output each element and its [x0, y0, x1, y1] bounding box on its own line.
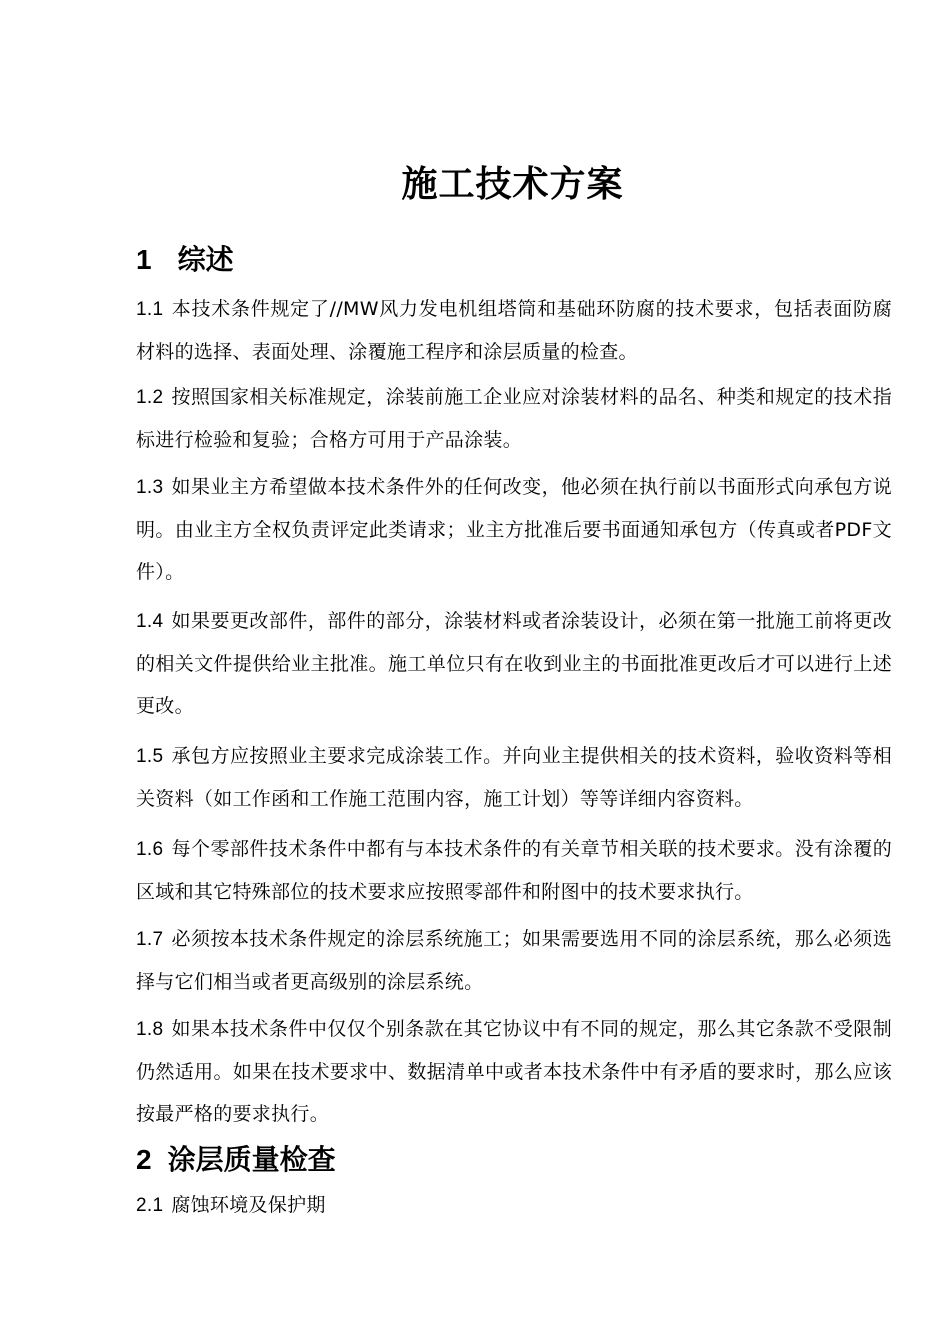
section-title: 综述 — [177, 243, 234, 276]
section-number: 2 — [136, 1144, 152, 1175]
clause-number: 1.1 — [136, 299, 164, 320]
clause-text: 按照国家相关标准规定，涂装前施工企业应对涂装材料的品名、种类和规定的技术指标进行检验和复验；合格方可用于产品涂装。 — [136, 386, 892, 451]
clause-text: 本技术条件规定了//MW风力发电机组塔筒和基础环防腐的技术要求，包括表面防腐材料的选择、表面处理、涂覆施工程序和涂层质量的检查。 — [136, 298, 892, 363]
document-title: 施工技术方案 — [401, 163, 624, 205]
clause-number: 1.4 — [136, 611, 164, 632]
clause-text: 如果要更改部件，部件的部分，涂装材料或者涂装设计，必须在第一批施工前将更改的相关文件提供给业主批准。施工单位只有在收到业主的书面批准更改后才可以进行上述更改。 — [136, 610, 892, 717]
clause-text: 腐蚀环境及保护期 — [171, 1194, 326, 1216]
clause-1-4 — [136, 600, 892, 727]
section-number: 1 — [136, 244, 152, 275]
clause-text: 必须按本技术条件规定的涂层系统施工；如果需要选用不同的涂层系统，那么必须选择与它们相当或者更高级别的涂层系统。 — [136, 928, 892, 993]
section-heading-2 — [136, 1140, 336, 1180]
clause-number: 1.6 — [136, 839, 164, 860]
clause-2-1 — [136, 1184, 892, 1227]
clause-1-2 — [136, 376, 892, 461]
clause-number: 1.2 — [136, 387, 164, 408]
clause-text: 如果本技术条件中仅仅个别条款在其它协议中有不同的规定，那么其它条款不受限制仍然适用。如果在技术要求中、数据清单中或者本技术条件中有矛盾的要求时，那么应该按最严格的要求执行。 — [136, 1018, 892, 1125]
clause-number: 1.5 — [136, 746, 164, 767]
clause-1-3 — [136, 466, 892, 593]
clause-number: 1.3 — [136, 477, 164, 498]
clause-text: 承包方应按照业主要求完成涂装工作。并向业主提供相关的技术资料，验收资料等相关资料（如工作函和工作施工范围内容，施工计划）等等详细内容资料。 — [136, 745, 892, 810]
section-heading-1 — [136, 240, 234, 280]
clause-1-7 — [136, 918, 892, 1003]
clause-1-5 — [136, 735, 892, 820]
section-title: 涂层质量检查 — [167, 1143, 336, 1176]
clause-1-8 — [136, 1008, 892, 1135]
clause-text: 每个零部件技术条件中都有与本技术条件的有关章节相关联的技术要求。没有涂覆的区域和其它特殊部位的技术要求应按照零部件和附图中的技术要求执行。 — [136, 838, 892, 903]
clause-text: 如果业主方希望做本技术条件外的任何改变，他必须在执行前以书面形式向承包方说明。由业主方全权负责评定此类请求；业主方批准后要书面通知承包方（传真或者PDF文件）。 — [136, 476, 892, 583]
clause-1-6 — [136, 828, 892, 913]
clause-number: 1.7 — [136, 929, 164, 950]
clause-number: 1.8 — [136, 1019, 164, 1040]
clause-number: 2.1 — [136, 1195, 164, 1216]
clause-1-1 — [136, 288, 892, 373]
